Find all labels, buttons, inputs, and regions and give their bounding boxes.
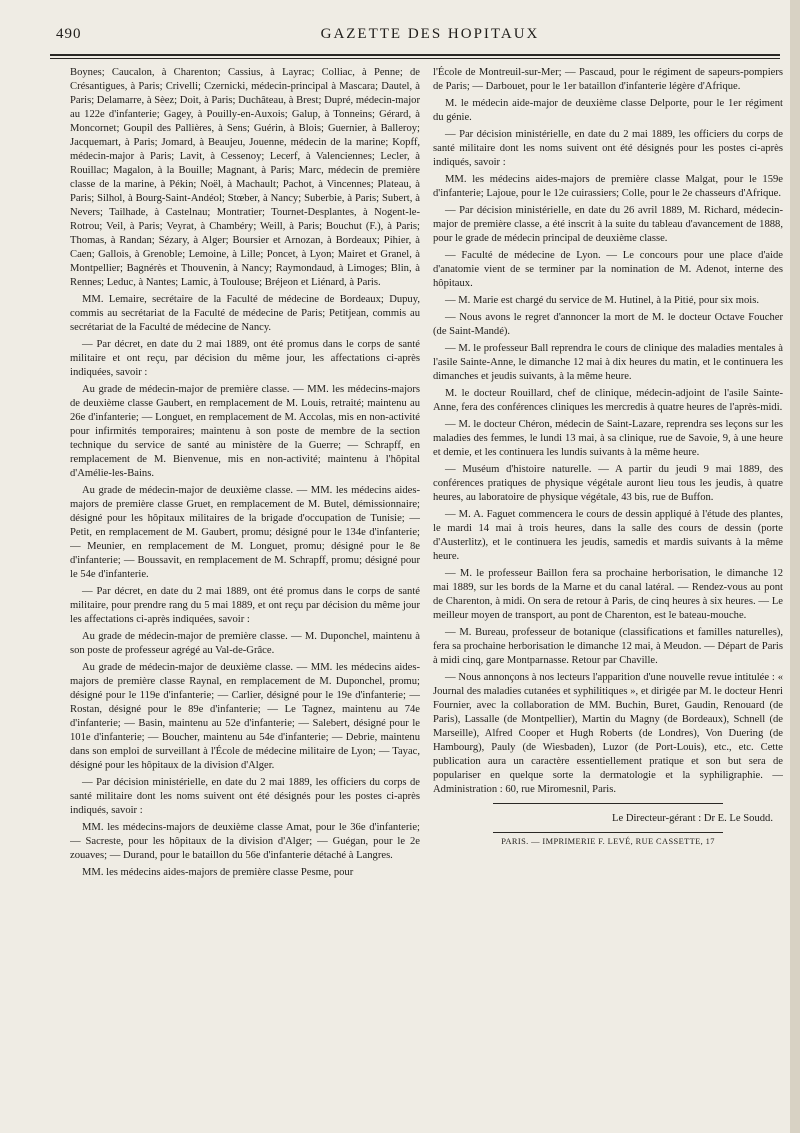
paragraph: — Nous annonçons à nos lecteurs l'apparition d'une nouvelle revue intitulée : « Journal des maladies cutanées et syphilitiques », et dirigée par M. le docteur Henri Fournier, avec la collaboration de MM. Buchin, Buret, Gaudin, Renouard (de Paris), Lassalle (de Montpellier), Martin du Magny (de Bordeaux), Schnell (de Marseille), Alfred Cooper et Hugh Roberts (de Londres), Von Duering (de Hambourg), Pauly (de Wiesbaden), Luzor (de Port-Louis), etc., etc. Cette publication aura un caractère essentiellement pratique et son but sera de populariser en quelque sorte la dermatologie et la syphiligraphie. — Administration : 60, rue Miromesnil, Paris. — [433, 672, 783, 795]
paragraph: Au grade de médecin-major de deuxième classe. — MM. les médecins aides-majors de première classe Raynal, en remplacement de M. Duponchel, promu; désigné pour le 119e d'infanterie; — Carlier, désigné pour le 19e d'infanterie; — Rostan, désigné pour le 89e d'infanterie; — Le Tagnez, maintenu au 74e d'infanterie; — Basin, maintenu au 52e d'infanterie; — Salebert, désigné pour le 101e d'infanterie; — Boucher, maintenu au 54e d'infanterie; — Debrie, maintenu dans son emploi de surveillant à l'École de médecine militaire de Lyon; — Tayac, désigné pour les hôpitaux de la division d'Alger. — [70, 662, 420, 771]
paragraph: — M. Bureau, professeur de botanique (classifications et familles naturelles), fera sa prochaine herborisation le dimanche 12 mai, à Meudon. — Départ de Paris à midi cinq, gare Montparnasse. Retour par Chaville. — [433, 627, 783, 666]
page-number: 490 — [56, 26, 82, 42]
page-header — [50, 10, 780, 50]
paragraph: — Nous avons le regret d'annoncer la mort de M. le docteur Octave Foucher (de Saint-Mandé). — [433, 312, 783, 337]
printer-line: PARIS. — IMPRIMERIE F. LEVÉ, RUE CASSETTE, 17 — [501, 837, 715, 846]
paragraph: MM. Lemaire, secrétaire de la Faculté de médecine de Bordeaux; Dupuy, commis au secrétariat de la Faculté de médecine de Paris; Petitjean, commis au secrétariat de la Faculté de médecine de Nancy. — [70, 294, 420, 333]
left-column — [70, 66, 420, 1076]
running-title: GAZETTE DES HOPITAUX — [320, 26, 540, 42]
page-edge — [790, 0, 800, 1133]
paragraph: — Par décision ministérielle, en date du 26 avril 1889, M. Richard, médecin-major de première classe, a été inscrit à la suite du tableau d'avancement de 1888, pour le grade de médecin principal de deuxième classe. — [433, 205, 783, 244]
signature: Le Directeur-gérant : Dr E. Le Soudd. — [612, 813, 773, 824]
paragraph: — M. le professeur Baillon fera sa prochaine herborisation, le dimanche 12 mai 1889, sur les bords de la Marne et du canal latéral. — Rendez-vous au pont de Charenton, à midi. On sera de retour à Paris, de cinq heures à six heures. — Le meilleur moyen de transport, au pont de Charenton, est le bateau-mouche. — [433, 568, 783, 621]
right-column — [433, 66, 783, 1111]
paragraph: — Par décision ministérielle, en date du 2 mai 1889, les officiers du corps de santé militaire dont les noms suivent ont été désignés pour les postes ci-après indiqués, savoir : — [70, 777, 420, 816]
paragraph: M. le médecin aide-major de deuxième classe Delporte, pour le 1er régiment du génie. — [433, 98, 783, 123]
header-rule-thin — [50, 58, 780, 59]
printer-rule — [493, 832, 723, 833]
paragraph: MM. les médecins-majors de deuxième classe Amat, pour le 36e d'infanterie; — Sacreste, pour les hôpitaux de la division d'Alger; — Guégan, pour le 2e zouaves; — Durand, pour le bataillon du 56e d'infanterie détaché à Langres. — [70, 822, 420, 861]
paragraph: — M. A. Faguet commencera le cours de dessin appliqué à l'étude des plantes, le mardi 14 mai à trois heures, dans la salle des cours de dessin (porte d'Austerlitz), et le continuera les jeudis, samedis et mardis suivants à la même heure. — [433, 509, 783, 562]
paragraph: — Par décret, en date du 2 mai 1889, ont été promus dans le corps de santé militaire et ont reçu, par décision du même jour, les affectations ci-après indiquées, savoir : — [70, 339, 420, 378]
header-rule-thick — [50, 54, 780, 56]
paragraph: — M. le docteur Chéron, médecin de Saint-Lazare, reprendra ses leçons sur les maladies des femmes, le lundi 13 mai, à sa clinique, rue de Savoie, 9, à une heure et demie, et les continuera les lundis suivants à la même heure. — [433, 419, 783, 458]
paragraph: MM. les médecins aides-majors de première classe Malgat, pour le 159e d'infanterie; Lajoue, pour le 12e cuirassiers; Colle, pour le 2e chasseurs d'Afrique. — [433, 174, 783, 199]
paragraph: MM. les médecins aides-majors de première classe Pesme, pour — [82, 867, 354, 878]
paragraph: — M. le professeur Ball reprendra le cours de clinique des maladies mentales à l'asile Sainte-Anne, le dimanche 12 mai à dix heures du matin, et le continuera les dimanches et jeudis suivants, à la même heure. — [433, 343, 783, 382]
paragraph: — Par décision ministérielle, en date du 2 mai 1889, les officiers du corps de santé militaire dont les noms suivent ont été désignés pour les postes ci-après indiqués, savoir : — [433, 129, 783, 168]
signature-rule — [493, 803, 723, 804]
paragraph: — Muséum d'histoire naturelle. — A partir du jeudi 9 mai 1889, des conférences pratiques de physique végétale auront lieu tous les jeudis, à quatre heures, au laboratoire de physique végétale, 43 bis, rue de Buffon. — [433, 464, 783, 503]
paragraph: — M. Marie est chargé du service de M. Hutinel, à la Pitié, pour six mois. — [445, 295, 760, 306]
right-column-body — [433, 66, 783, 797]
paragraph: Boynes; Caucalon, à Charenton; Cassius, à Layrac; Colliac, à Penne; de Crésantigues, à Paris; Crivelli; Czernicki, médecin-principal à Mascara; Dautel, à Paris; Delamarre, à Sèez; Doit, à Paris; Duchâteau, à Brest; Dupré, médecin-major au 122e d'infanterie; Gagey, à Pouilly-en-Auxois; Galup, à Tonneins; Gérard, à Moncornet; Goupil des Pallières, à Sens; Guérin, à Blois; Guernier, à Balleroy; Jacquemart, à Paris; Jomard, à Beaujeu, Jouenne, médecin de la marine; Kopff, médecin-major à Paris; Lavit, à Cessenoy; Lecerf, à Valenciennes; Lecler, à Rouillac; Magalon, à la Bouille; Magnant, à Paris; Marc, médecin de première classe de la marine, à Pékin; Noël, à Machault; Pachot, à Vincennes; Plateau, à Paris; Silhol, à Bourg-Saint-Andéol; Stœber, à Nancy; Suberbie, à Paris; Subert, à Nevers; Tailhade, à Castelnau; Montratier; Tournet-Desplantes, à Nogent-le-Rotrou; Veil, à Paris; Veyrat, à Chambéry; Weill, à Paris; Bouchut (F.), à Paris; Thomas, à Randan; Sézary, à Alger; Boursier et Arnozan, à Bordeaux; Pihier, à Caen; Gallois, à Grenoble; Lemoine, à Lille; Poncet, à Lyon; Mairet et Granel, à Montpellier; Bagnérès et Thouvenin, à Nancy; Raymondaud, à Limoges; Blin, à Rennes; Leduc, à Nantes; Lamic, à Toulouse; Bréjeon et Liénard, à Paris. — [70, 67, 420, 288]
paragraph: Au grade de médecin-major de première classe. — MM. les médecins-majors de deuxième classe Gaubert, en remplacement de M. Louis, retraité; maintenu au 26e d'infanterie; — Longuet, en remplacement de M. Accolas, mis en non-activité pour infirmités temporaires; maintenu à son poste de membre de la section technique du service de santé au ministère de la Guerre; — Schrapff, en remplacement de M. Bienvenue, mis en non-activité; maintenu à l'hôpital d'Amélie-les-Bains. — [70, 384, 420, 479]
paragraph: l'École de Montreuil-sur-Mer; — Pascaud, pour le régiment de sapeurs-pompiers de Paris; — Darbouet, pour le 1er bataillon d'infanterie légère d'Afrique. — [433, 67, 783, 92]
paragraph: — Faculté de médecine de Lyon. — Le concours pour une place d'aide d'anatomie vient de se terminer par la nomination de M. Adenot, interne des hôpitaux. — [433, 250, 783, 289]
paragraph: M. le docteur Rouillard, chef de clinique, médecin-adjoint de l'asile Sainte-Anne, fera des conférences cliniques les mercredis à quatre heures de l'après-midi. — [433, 388, 783, 413]
paragraph: Au grade de médecin-major de première classe. — M. Duponchel, maintenu à son poste de professeur agrégé au Val-de-Grâce. — [70, 631, 420, 656]
paragraph: Au grade de médecin-major de deuxième classe. — MM. les médecins aides-majors de première classe Gruet, en remplacement de M. Butel, démissionnaire; désigné pour les hôpitaux militaires de la brigade d'occupation de Tunisie; — Petit, en remplacement de M. Gaubert, promu; désigné pour le 134e d'infanterie; — Meunier, en remplacement de M. Longuet, promu; désigné pour le 8e d'infanterie; — Boussavit, en remplacement de M. Schrapff, promu; désigné pour le 54e d'infanterie. — [70, 485, 420, 580]
paragraph: — Par décret, en date du 2 mai 1889, ont été promus dans le corps de santé militaire, pour prendre rang du 5 mai 1889, et ont reçu par décision du même jour les affectations ci-après indiquées, savoir : — [70, 586, 420, 625]
